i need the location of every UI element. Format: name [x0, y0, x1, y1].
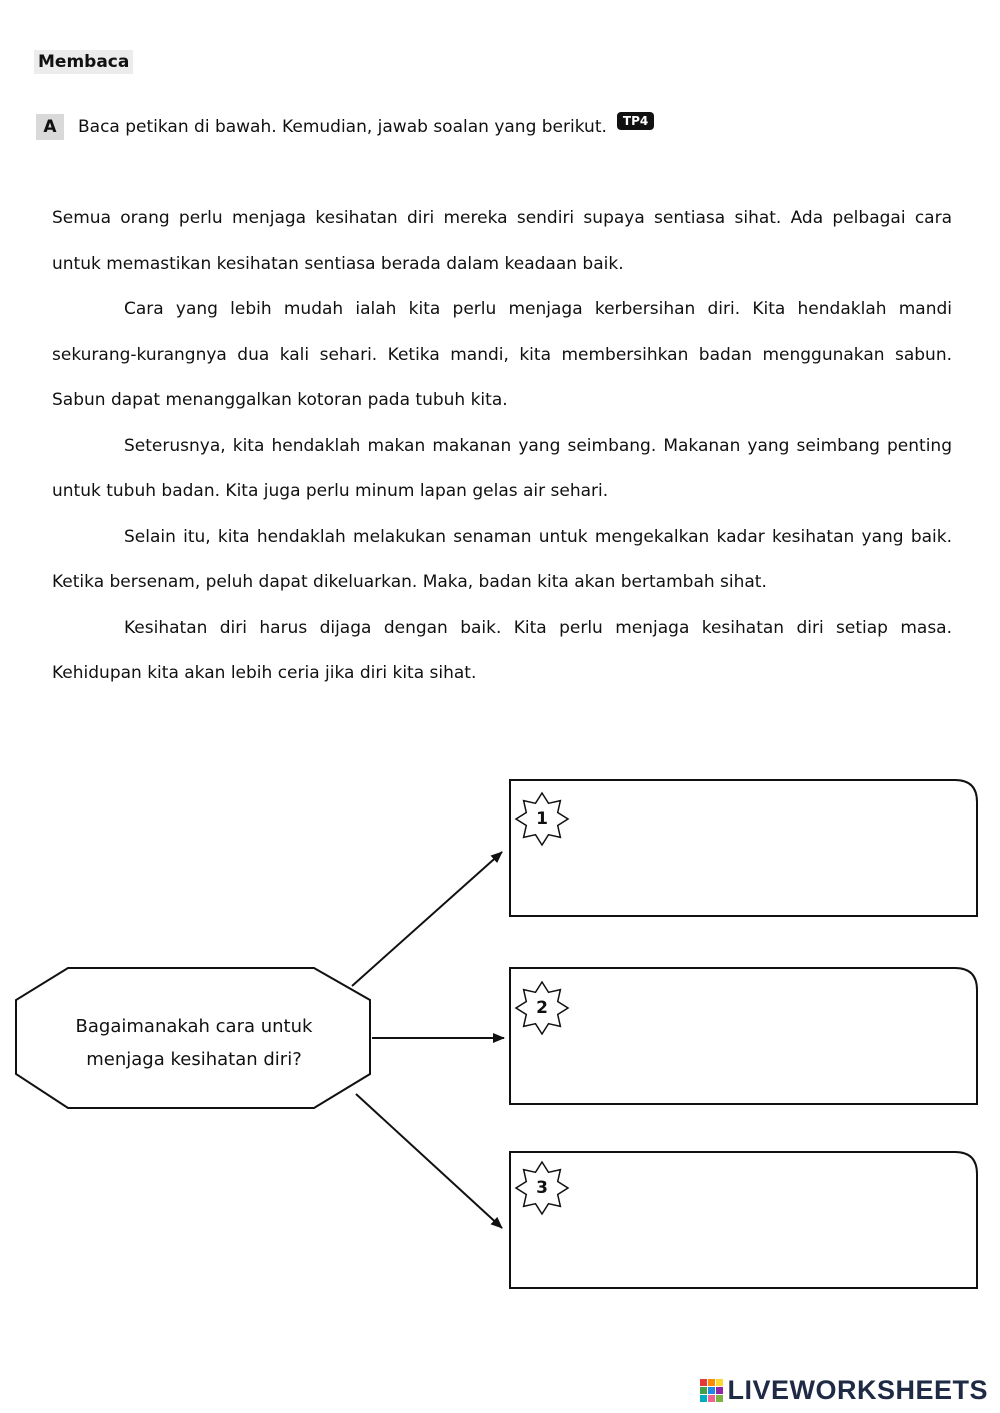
question-line: Bagaimanakah cara untuk — [75, 1016, 313, 1037]
instruction — [36, 114, 654, 140]
logo-square — [700, 1387, 707, 1394]
answer-number: 3 — [536, 1178, 548, 1198]
logo-square — [708, 1395, 715, 1402]
brand-logo-icon — [700, 1379, 723, 1402]
arrow-to-box-1 — [352, 852, 502, 986]
answer-box-3[interactable] — [510, 1152, 977, 1288]
paragraph: Selain itu, kita hendaklah melakukan senaman untuk mengekalkan kadar kesihatan yang baik. Ketika bersenam, peluh dapat dikeluarkan. Maka, badan kita akan bertambah sihat. — [52, 526, 952, 592]
brand-name: LIVEWORKSHEETS — [727, 1375, 988, 1405]
logo-square — [716, 1379, 723, 1386]
logo-square — [700, 1395, 707, 1402]
logo-square — [716, 1387, 723, 1394]
question-line: menjaga kesihatan diri? — [86, 1049, 302, 1070]
arrow-to-box-3 — [356, 1094, 502, 1228]
paragraph: Semua orang perlu menjaga kesihatan diri mereka sendiri supaya sentiasa sihat. Ada pelbagai cara untuk memastikan kesihatan sentiasa berada dalam keadaan baik. — [52, 208, 952, 274]
level-badge: TP4 — [617, 112, 654, 130]
logo-square — [708, 1379, 715, 1386]
instruction-text: Baca petikan di bawah. Kemudian, jawab soalan yang berikut. — [78, 117, 607, 137]
answer-box-2[interactable] — [510, 968, 977, 1104]
section-heading: Membaca — [34, 50, 133, 74]
question-text — [24, 1010, 364, 1076]
logo-square — [716, 1395, 723, 1402]
paragraph: Cara yang lebih mudah ialah kita perlu menjaga kerbersihan diri. Kita hendaklah mandi sekurang-kurangnya dua kali sehari. Ketika mandi, kita membersihkan badan menggunakan sabun. Sabun dapat menanggalkan kotoran pada tubuh kita. — [52, 299, 952, 410]
logo-square — [700, 1379, 707, 1386]
instruction-letter: A — [36, 114, 64, 140]
paragraph: Seterusnya, kita hendaklah makan makanan yang seimbang. Makanan yang seimbang penting untuk tubuh badan. Kita juga perlu minum lapan gelas air sehari. — [52, 435, 952, 501]
logo-square — [708, 1387, 715, 1394]
answer-box-1[interactable] — [510, 780, 977, 916]
reading-passage — [52, 196, 952, 697]
brand-watermark — [700, 1375, 988, 1406]
answer-number: 2 — [536, 998, 548, 1018]
paragraph: Kesihatan diri harus dijaga dengan baik. Kita perlu menjaga kesihatan diri setiap masa. Kehidupan kita akan lebih ceria jika diri kita sihat. — [52, 617, 952, 683]
answer-number: 1 — [536, 809, 548, 829]
